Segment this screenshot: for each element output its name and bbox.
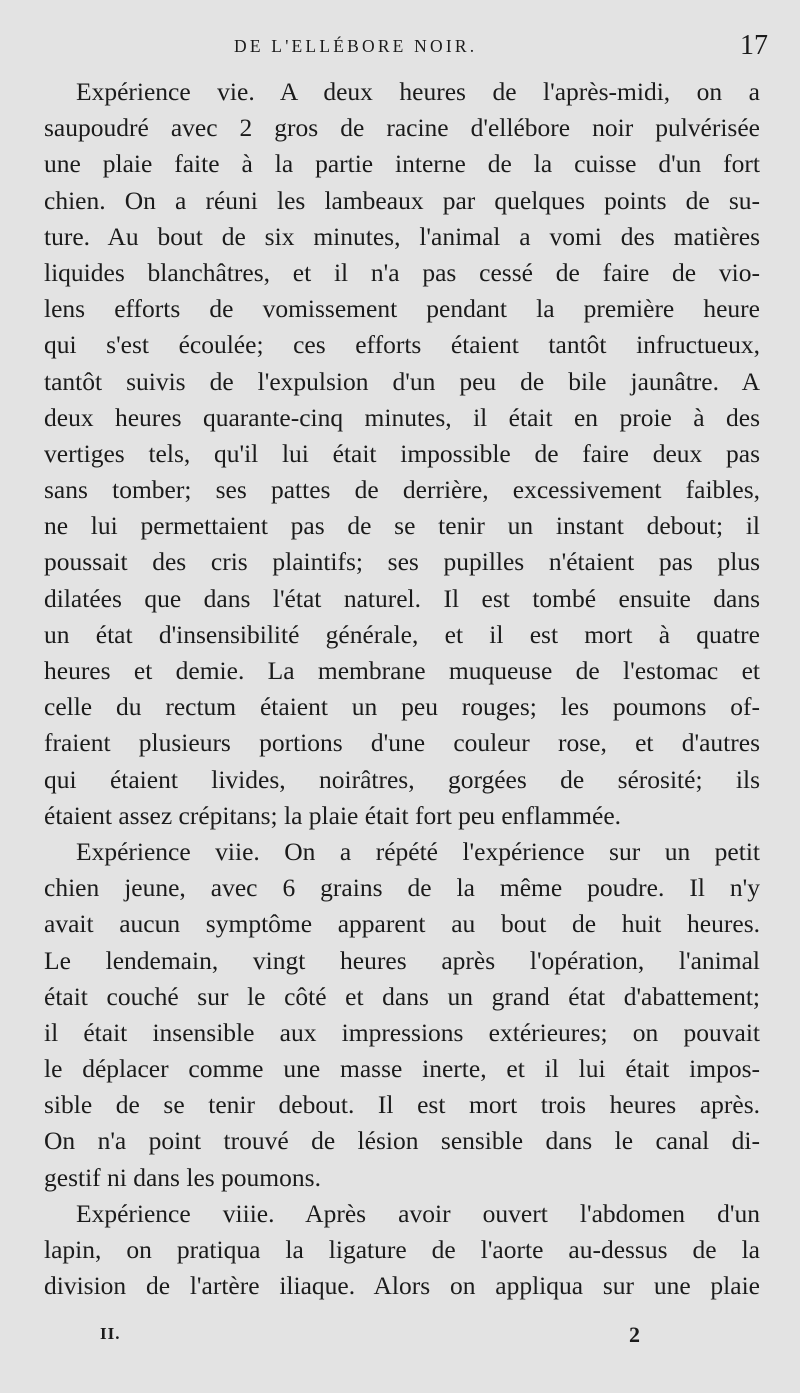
text-line: ture. Au bout de six minutes, l'animal a vomi des matières	[44, 221, 760, 251]
text-line: vertiges tels, qu'il lui était impossible de faire deux pas	[44, 438, 760, 468]
text-line: un état d'insensibilité générale, et il est mort à quatre	[44, 619, 760, 649]
body-text	[44, 74, 760, 1304]
text-line: liquides blanchâtres, et il n'a pas cessé de faire de vio-	[44, 257, 760, 287]
text-line: ne lui permettaient pas de se tenir un instant debout; il	[44, 511, 760, 541]
text-line: chien. On a réuni les lambeaux par quelques points de su-	[44, 185, 760, 215]
text-line: division de l'artère iliaque. Alors on appliqua sur une plaie	[44, 1271, 760, 1301]
text-line: fraient plusieurs portions d'une couleur rose, et d'autres	[44, 728, 760, 758]
text-line: qui étaient livides, noirâtres, gorgées de sérosité; ils	[44, 764, 760, 794]
text-line: il était insensible aux impressions extérieures; on pouvait	[44, 1017, 760, 1047]
text-line: sans tomber; ses pattes de derrière, excessivement faibles,	[44, 475, 760, 505]
text-line: Le lendemain, vingt heures après l'opération, l'animal	[44, 945, 760, 975]
text-line: saupoudré avec 2 gros de racine d'ellébore noir pulvérisée	[44, 113, 760, 143]
text-line: lapin, on pratiqua la ligature de l'aorte au-dessus de la	[44, 1235, 760, 1264]
text-line: qui s'est écoulée; ces efforts étaient tantôt infructueux,	[44, 330, 760, 360]
text-line: Expérience viiie. Après avoir ouvert l'abdomen d'un	[76, 1198, 760, 1228]
text-line: étaient assez crépitans; la plaie était fort peu enflammée.	[44, 800, 622, 830]
text-line: Expérience viie. On a répété l'expérience sur un petit	[76, 836, 760, 866]
text-line: poussait des cris plaintifs; ses pupilles n'étaient pas plus	[44, 547, 760, 577]
text-line: On n'a point trouvé de lésion sensible dans le canal di-	[44, 1126, 760, 1156]
running-title: DE L'ELLÉBORE NOIR.	[234, 36, 478, 56]
text-line: deux heures quarante-cinq minutes, il était en proie à des	[44, 402, 760, 432]
page-footer	[100, 1322, 660, 1352]
text-line: heures et demie. La membrane muqueuse de l'estomac et	[44, 656, 760, 685]
text-line: était couché sur le côté et dans un grand état d'abattement;	[44, 981, 760, 1011]
text-line: Expérience vie. A deux heures de l'après-midi, on a	[76, 77, 760, 106]
text-line: tantôt suivis de l'expulsion d'un peu de bile jaunâtre. A	[44, 366, 760, 396]
text-line: lens efforts de vomissement pendant la première heure	[44, 294, 760, 324]
text-line: sible de se tenir debout. Il est mort trois heures après.	[44, 1090, 760, 1120]
text-line: avait aucun symptôme apparent au bout de huit heures.	[44, 909, 760, 939]
text-line: le déplacer comme une masse inerte, et il lui était impos-	[44, 1054, 760, 1084]
text-line: une plaie faite à la partie interne de la cuisse d'un fort	[44, 149, 760, 179]
page-number: 17	[740, 30, 768, 61]
text-line: chien jeune, avec 6 grains de la même poudre. Il n'y	[44, 873, 760, 903]
signature-mark: II.	[100, 1324, 121, 1343]
gathering-mark: 2	[629, 1322, 640, 1347]
page-header	[44, 30, 768, 70]
text-line: celle du rectum étaient un peu rouges; les poumons of-	[44, 692, 760, 722]
text-line: dilatées que dans l'état naturel. Il est tombé ensuite dans	[44, 583, 760, 613]
text-line: gestif ni dans les poumons.	[44, 1162, 321, 1192]
